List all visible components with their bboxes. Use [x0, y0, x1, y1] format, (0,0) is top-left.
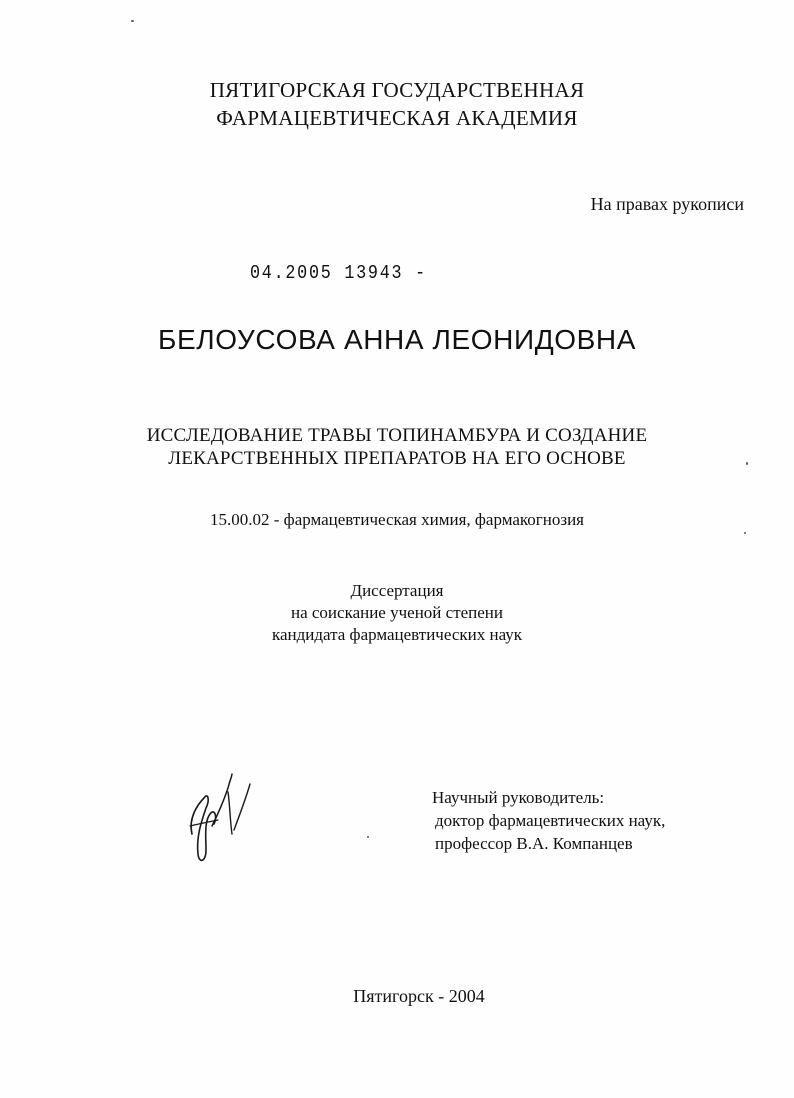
- scan-speck: [744, 532, 746, 534]
- title-line-2: ЛЕКАРСТВЕННЫХ ПРЕПАРАТОВ НА ЕГО ОСНОВЕ: [168, 448, 626, 469]
- institution-line-1: ПЯТИГОРСКАЯ ГОСУДАРСТВЕННАЯ: [209, 78, 585, 102]
- handwritten-signature: [184, 770, 256, 870]
- city-year: Пятигорск - 2004: [353, 986, 485, 1006]
- registration-stamp-number: 04.2005 13943 -: [250, 262, 427, 284]
- degree-line-1: Диссертация: [350, 581, 444, 600]
- degree-line-2: на соискание ученой степени: [290, 603, 504, 622]
- rights-note: На правах рукописи: [590, 194, 744, 214]
- supervisor-line-3: профессор В.А. Компанцев: [435, 834, 633, 853]
- title-line-1: ИССЛЕДОВАНИЕ ТРАВЫ ТОПИНАМБУРА И СОЗДАНИЕ: [146, 425, 648, 446]
- institution-name: [0, 76, 794, 132]
- scan-speck: [746, 462, 748, 465]
- supervisor-line-1: Научный руководитель:: [432, 788, 605, 807]
- scan-speck: [367, 836, 369, 838]
- institution-line-2: ФАРМАЦЕВТИЧЕСКАЯ АКАДЕМИЯ: [216, 106, 578, 130]
- dissertation-title: [0, 424, 794, 470]
- degree-statement: [0, 580, 794, 646]
- specialty-code: 15.00.02 - фармацевтическая химия, фармакогнозия: [210, 510, 584, 529]
- author-name: БЕЛОУСОВА АННА ЛЕОНИДОВНА: [157, 324, 637, 355]
- supervisor-line-2: доктор фармацевтических наук,: [435, 811, 666, 830]
- scientific-supervisor: [432, 786, 665, 855]
- scan-speck: [131, 20, 134, 22]
- degree-line-3: кандидата фармацевтических наук: [271, 625, 523, 644]
